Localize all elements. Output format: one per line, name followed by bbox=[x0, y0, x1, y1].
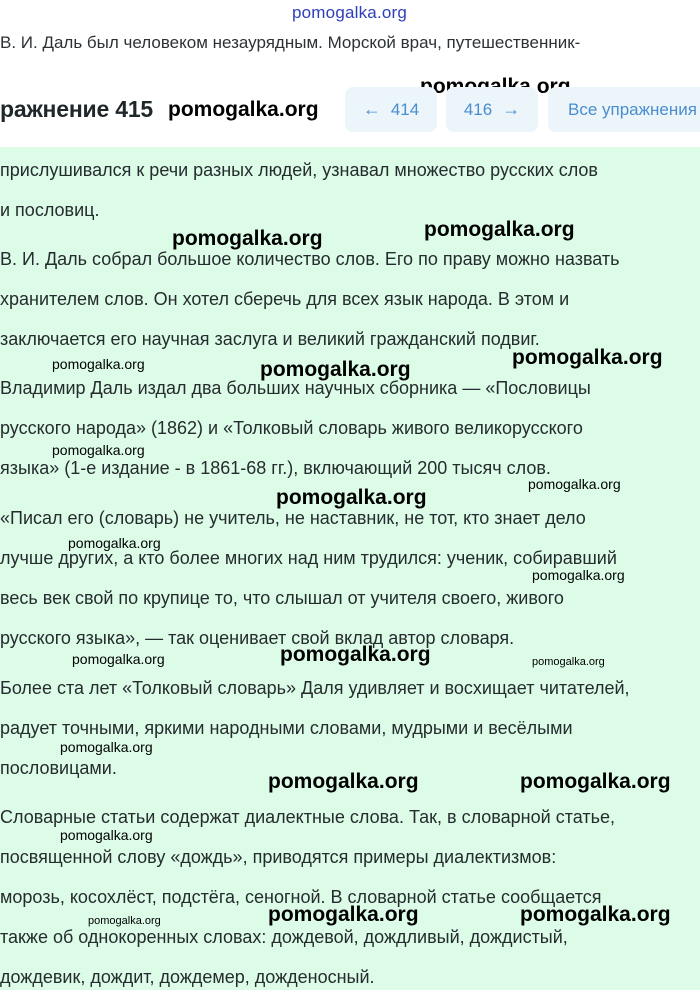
watermark-title: pomogalka.org bbox=[168, 98, 319, 121]
watermark-overlay: pomogalka.org bbox=[520, 903, 671, 926]
answer-line: Владимир Даль издал два больших научных сборника — «Пословицы bbox=[0, 378, 591, 398]
exercise-title: ражнение 415 bbox=[0, 96, 154, 122]
watermark-overlay: pomogalka.org bbox=[68, 535, 161, 551]
watermark-overlay: pomogalka.org bbox=[520, 770, 671, 793]
answer-line: Более ста лет «Толковый словарь» Даля удивляет и восхищает читателей, bbox=[0, 678, 630, 698]
answer-line: также об однокоренных словах: дождевой, дождливый, дождистый, bbox=[0, 927, 568, 947]
watermark-overlay: pomogalka.org bbox=[528, 476, 621, 492]
answer-line: В. И. Даль собрал большое количество слов. Его по праву можно назвать bbox=[0, 249, 620, 269]
answer-line: языка» (1-е издание - в 1861-68 гг.), включающий 200 тысяч слов. bbox=[0, 458, 551, 478]
answer-line: Словарные статьи содержат диалектные слова. Так, в словарной статье, bbox=[0, 807, 615, 827]
arrow-right-icon: → bbox=[502, 99, 521, 119]
watermark-overlay: pomogalka.org bbox=[88, 915, 161, 927]
answer-line: пословицами. bbox=[0, 758, 117, 778]
answer-line: морозь, косохлёст, подстёга, сеногной. В словарной статье сообщается bbox=[0, 887, 602, 907]
watermark-overlay: pomogalka.org bbox=[72, 651, 165, 667]
answer-line: радует точными, яркими народными словами, мудрыми и весёлыми bbox=[0, 718, 573, 738]
watermark-overlay: pomogalka.org bbox=[424, 218, 575, 241]
answer-line: «Писал его (словарь) не учитель, не наставник, не тот, кто знает дело bbox=[0, 508, 586, 528]
next-exercise-button[interactable] bbox=[446, 87, 538, 132]
all-exercises-button[interactable] bbox=[548, 87, 700, 132]
answer-line: посвященной слову «дождь», приводятся примеры диалектизмов: bbox=[0, 847, 557, 867]
watermark-overlay: pomogalka.org bbox=[512, 346, 663, 369]
answer-line: весь век свой по крупице то, что слышал от учителя своего, живого bbox=[0, 588, 564, 608]
watermark-overlay: pomogalka.org bbox=[52, 442, 145, 458]
intro-text: В. И. Даль был человеком незаурядным. Морской врач, путешественник- bbox=[0, 33, 581, 52]
prev-exercise-button[interactable] bbox=[345, 87, 437, 132]
all-exercises-label: Все упражнения bbox=[568, 99, 697, 119]
watermark-overlay: pomogalka.org bbox=[532, 567, 625, 583]
answer-line: и пословиц. bbox=[0, 200, 100, 220]
answer-line: заключается его научная заслуга и великий гражданский подвиг. bbox=[0, 329, 540, 349]
watermark-overlay: pomogalka.org bbox=[172, 227, 323, 250]
answer-line: прислушивался к речи разных людей, узнавал множество русских слов bbox=[0, 160, 598, 180]
answer-line: русского народа» (1862) и «Толковый словарь живого великорусского bbox=[0, 418, 583, 438]
watermark-overlay: pomogalka.org bbox=[52, 356, 145, 372]
watermark-overlay: pomogalka.org bbox=[532, 656, 605, 668]
watermark-overlay: pomogalka.org bbox=[60, 739, 153, 755]
next-exercise-label: 416 bbox=[463, 99, 493, 119]
arrow-left-icon: ← bbox=[362, 99, 381, 119]
prev-exercise-label: 414 bbox=[390, 99, 420, 119]
answer-line: лучше других, а кто более многих над ним трудился: ученик, собиравший bbox=[0, 548, 617, 568]
watermark-overlay: pomogalka.org bbox=[60, 827, 153, 843]
watermark-overlay: pomogalka.org bbox=[260, 358, 411, 381]
watermark-overlay: pomogalka.org bbox=[276, 486, 427, 509]
answer-line: хранителем слов. Он хотел сберечь для всех язык народа. В этом и bbox=[0, 289, 570, 309]
watermark-top: pomogalka.org bbox=[292, 3, 408, 22]
watermark-overlay: pomogalka.org bbox=[268, 903, 419, 926]
answer-line: дождевик, дождит, дождемер, дожденосный. bbox=[0, 967, 375, 987]
answer-line: русского языка», — так оценивает свой вклад автор словаря. bbox=[0, 628, 515, 648]
watermark-overlay: pomogalka.org bbox=[268, 770, 419, 793]
watermark-overlay: pomogalka.org bbox=[280, 643, 431, 666]
